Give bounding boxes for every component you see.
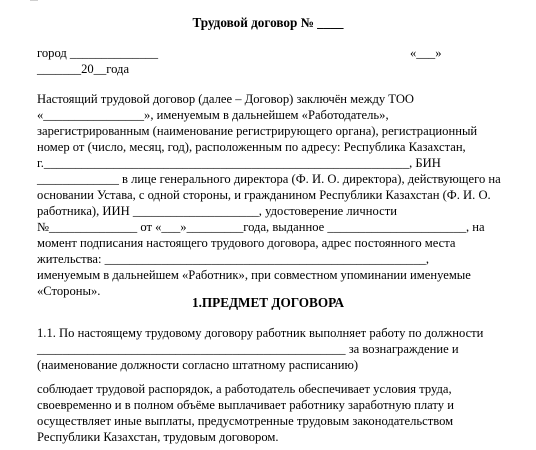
preamble-line: «________________», именуемым в дальнейшем «Работодатель», <box>37 108 389 122</box>
preamble-line: №______________ от «___»_________года, выданное ______________________, на <box>37 220 485 234</box>
clause-line: 1.1. По настоящему трудовому договору работник выполняет работу по должности <box>37 326 484 340</box>
section-heading: 1.ПРЕДМЕТ ДОГОВОРА <box>191 295 344 310</box>
preamble-line: номер от (число, месяц, год), расположенным по адресу: Республика Казахстан, <box>37 140 466 154</box>
date-line: «___» <box>410 46 442 60</box>
document-title: Трудовой договор № ____ <box>192 15 344 30</box>
preamble-line: момент подписания настоящего трудового договора, адрес постоянного места <box>37 236 456 250</box>
obligations-line: Республики Казахстан, трудовым договором. <box>37 430 279 444</box>
obligations-line: соблюдает трудовой распорядок, а работодатель обеспечивает условия труда, <box>37 382 452 396</box>
preamble-line: «Стороны». <box>37 284 101 298</box>
city-line: город ______________ <box>37 46 159 60</box>
clause-line: (наименование должности согласно штатному расписанию) <box>37 358 359 372</box>
preamble-line: именуемым в дальнейшем «Работник», при совместном упоминании именуемые <box>37 268 471 282</box>
page-corner-mark <box>30 0 38 1</box>
year-line: _______20__года <box>37 62 130 76</box>
preamble-line: работника), ИИН ____________________, удостоверение личности <box>37 204 397 218</box>
preamble-line: жительства: ___________________________________________________, <box>37 252 429 266</box>
preamble-line: зарегистрированным (наименование регистрирующего органа), регистрационный <box>37 124 478 138</box>
obligations-line: своевременно и в полном объёме выплачивает работнику заработную плату и <box>37 398 454 412</box>
preamble-line: г.__________________________________________________________, БИН <box>37 156 441 170</box>
preamble-line: основании Устава, с одной стороны, и гражданином Республики Казахстан (Ф. И. О. <box>37 188 491 202</box>
preamble-line: Настоящий трудовой договор (далее – Договор) заключён между ТОО <box>37 92 415 106</box>
obligations-line: осуществляет иные выплаты, предусмотренные трудовым законодательством <box>37 414 454 428</box>
preamble-line: _____________ в лице генерального директора (Ф. И. О. директора), действующего на <box>37 172 501 186</box>
clause-line: _________________________________________________ за вознаграждение и <box>37 342 459 356</box>
